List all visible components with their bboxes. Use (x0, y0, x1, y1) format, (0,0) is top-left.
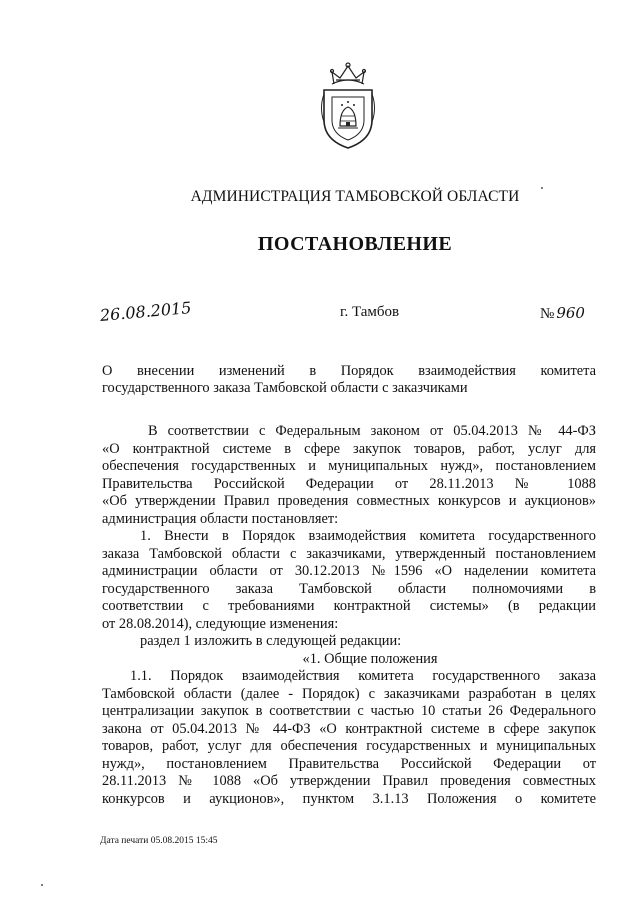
body-line: товаров, работ, услуг для обеспечения государственных и муниципальных (102, 738, 596, 754)
document-type-title: ПОСТАНОВЛЕНИЕ (257, 233, 453, 255)
body-line: от 28.08.2014), следующие изменения: (102, 616, 339, 632)
body-line: государственного заказа Тамбовской области полномочиями в (102, 581, 596, 597)
handwritten-number: 960 (556, 304, 585, 322)
body-line: 28.11.2013 № 1088 «Об утверждении Правил проведения совместных (102, 773, 596, 789)
organization-name: АДМИНИСТРАЦИЯ ТАМБОВСКОЙ ОБЛАСТИ (190, 188, 520, 205)
body-line: 1.1. Порядок взаимодействия комитета государственного заказа (130, 668, 596, 684)
body-line: обеспечения государственных и муниципальных нужд», постановлением (102, 458, 596, 474)
section-heading: «1. Общие положения (302, 651, 438, 667)
handwritten-date: 26.08.2015 (99, 298, 193, 325)
body-line: администрации области от 30.12.2013 №1596 «О наделении комитета (102, 563, 596, 579)
print-date-footer: Дата печати 05.08.2015 15:45 (100, 836, 218, 846)
body-line: В соответствии с Федеральным законом от 05.04.2013 № 44-ФЗ (148, 423, 596, 439)
body-line: централизации закупок в соответствии с частью 10 статьи 26 Федерального (102, 703, 596, 719)
body-line: конкурсов и аукционов», пунктом 3.1.13 Положения о комитете (102, 791, 596, 807)
body-line: нужд», постановлением Правительства Российской Федерации от (102, 756, 596, 772)
body-line: закона от 05.04.2013 № 44-ФЗ «О контрактной системе в сфере закупок (102, 721, 596, 737)
body-line: 1. Внести в Порядок взаимодействия комитета государственного (140, 528, 596, 544)
body-line: «Об утверждении Правил проведения совместных конкурсов и аукционов» (102, 493, 596, 509)
body-line: администрация области постановляет: (102, 511, 339, 527)
body-line: Тамбовской области (далее - Порядок) с заказчиками разработан в целях (102, 686, 596, 702)
scan-speck (541, 187, 543, 189)
body-line: соответствии с требованиями контрактной системы» (в редакции (102, 598, 596, 614)
subject-line: О внесении изменений в Порядок взаимодействия комитета (102, 363, 596, 379)
body-line: «О контрактной системе в сфере закупок товаров, работ, услуг для (102, 441, 596, 457)
number-sign: № (540, 306, 555, 322)
tambov-coat-of-arms-icon (318, 60, 378, 152)
subject-line: государственного заказа Тамбовской области с заказчиками (102, 380, 468, 396)
city-label: г. Тамбов (340, 304, 400, 320)
document-number (540, 304, 585, 323)
scan-speck (41, 884, 43, 886)
body-line: Правительства Российской Федерации от 28.11.2013 № 1088 (102, 476, 596, 492)
body-line: заказа Тамбовской области с заказчиками, утвержденный постановлением (102, 546, 596, 562)
body-line: раздел 1 изложить в следующей редакции: (140, 633, 402, 649)
